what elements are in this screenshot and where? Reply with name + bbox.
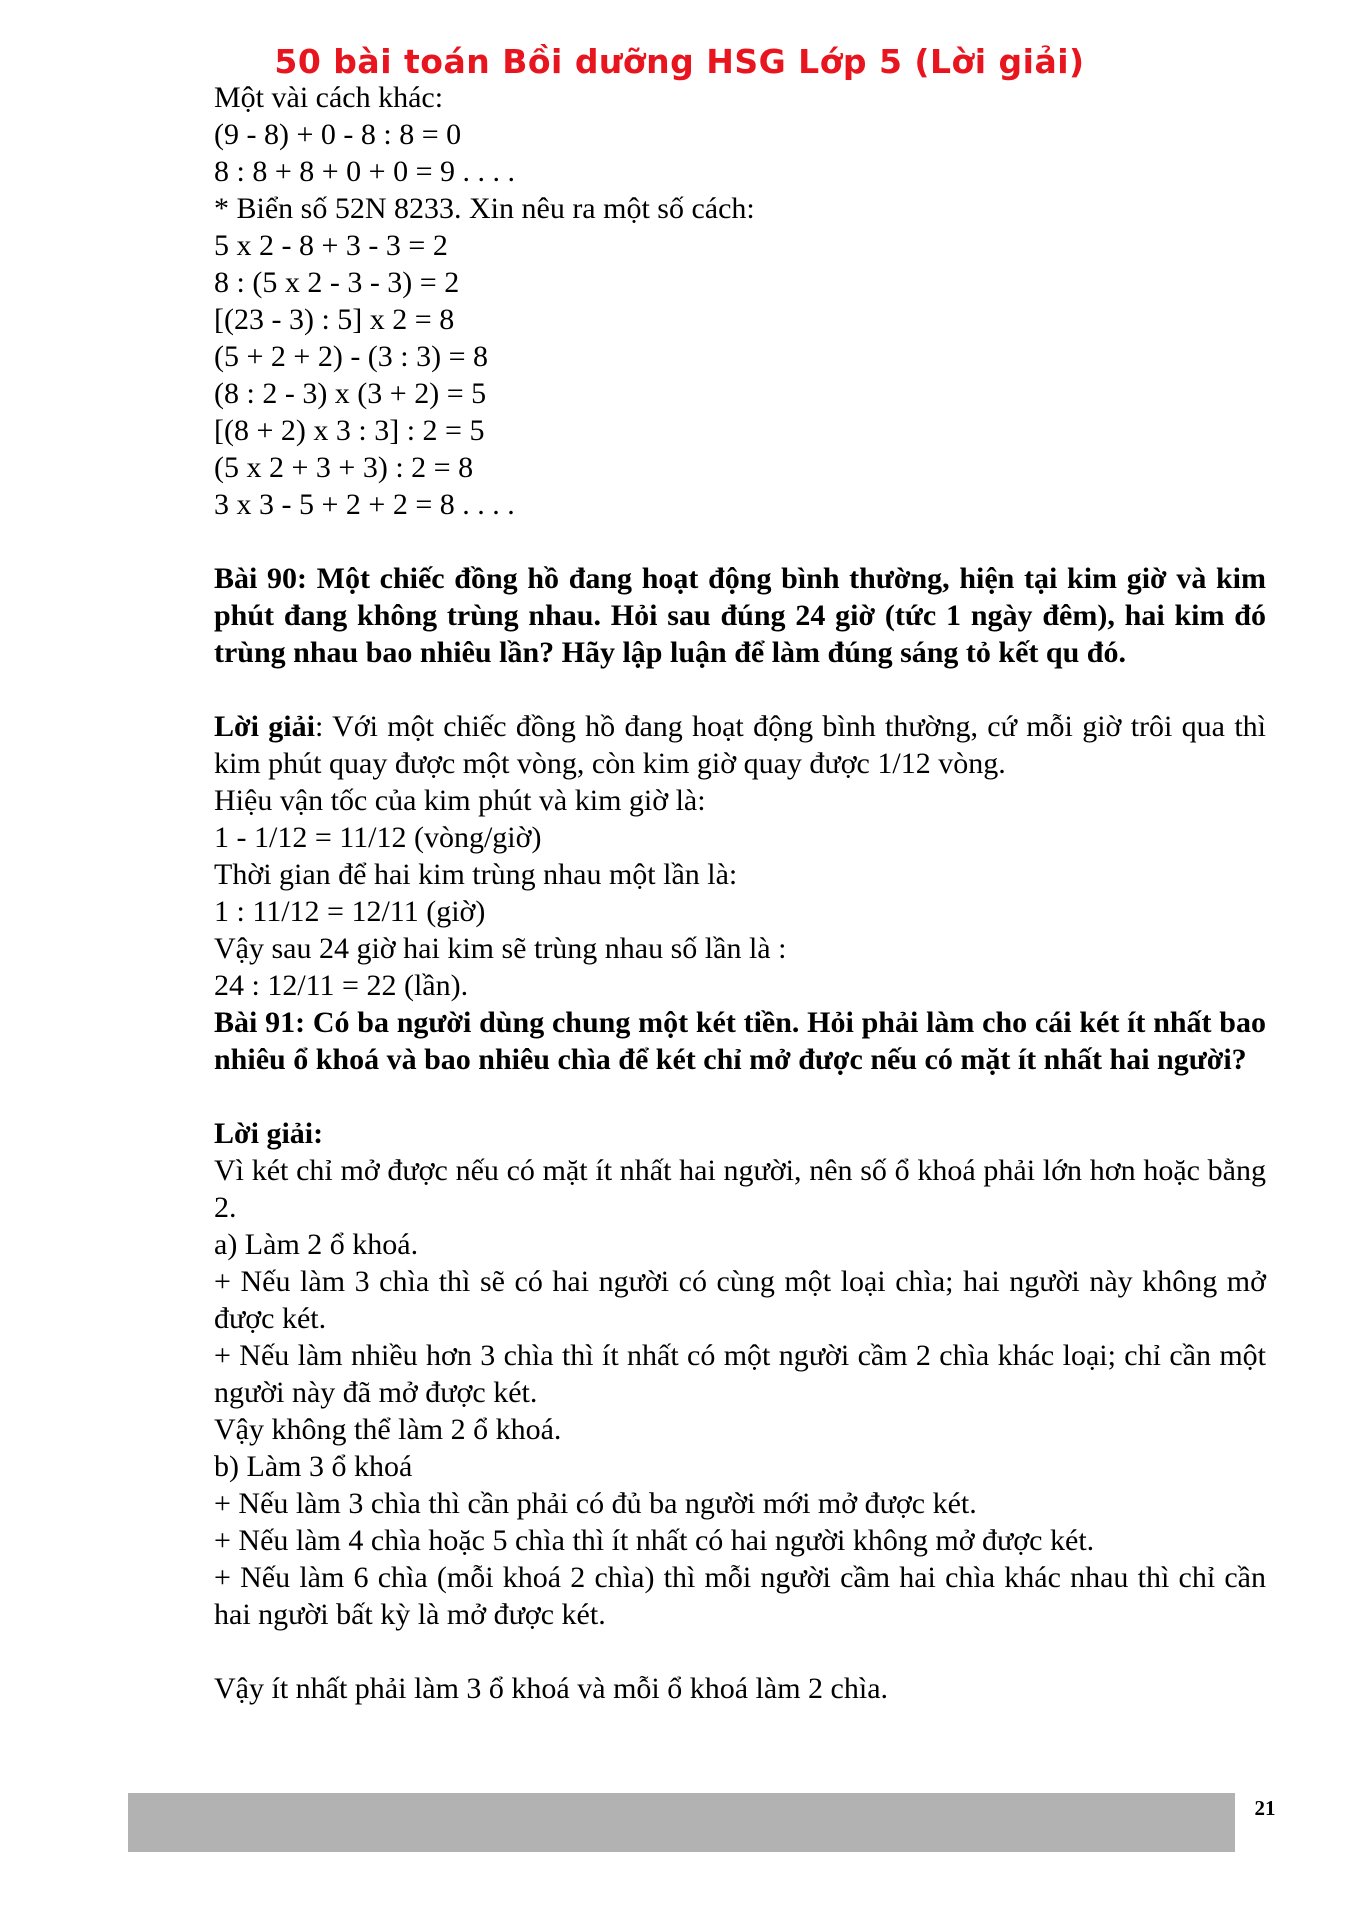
equation-line: (8 : 2 - 3) x (3 + 2) = 5 (214, 377, 487, 410)
text-line: + Nếu làm 3 chìa thì cần phải có đủ ba người mới mở được két. (214, 1487, 977, 1520)
document-body (214, 79, 1266, 1707)
text-line: Một vài cách khác: (214, 81, 444, 114)
text-paragraph: + Nếu làm 6 chìa (mỗi khoá 2 chìa) thì mỗi người cầm hai chìa khác nhau thì chỉ cần hai người bất kỳ là mở được két. (214, 1561, 1266, 1631)
text-paragraph: + Nếu làm nhiều hơn 3 chìa thì ít nhất có một người cầm 2 chìa khác loại; chỉ cần một người này đã mở được két. (214, 1339, 1266, 1409)
text-line: * Biển số 52N 8233. Xin nêu ra một số cách: (214, 192, 755, 225)
text-paragraph: Vì két chỉ mở được nếu có mặt ít nhất hai người, nên số ổ khoá phải lớn hơn hoặc bằng 2. (214, 1154, 1266, 1224)
text-line: Vậy ít nhất phải làm 3 ổ khoá và mỗi ổ khoá làm 2 chìa. (214, 1672, 889, 1705)
equation-line: 8 : (5 x 2 - 3 - 3) = 2 (214, 266, 460, 299)
equation-line: 8 : 8 + 8 + 0 + 0 = 9 . . . . (214, 155, 516, 188)
equation-line: 1 - 1/12 = 11/12 (vòng/giờ) (214, 821, 542, 854)
solution-label: Lời giải (214, 710, 315, 743)
equation-line: 1 : 11/12 = 12/11 (giờ) (214, 895, 486, 928)
text-line: a) Làm 2 ổ khoá. (214, 1228, 419, 1261)
problem-90-question: Bài 90: Một chiếc đồng hồ đang hoạt động bình thường, hiện tại kim giờ và kim phút đang không trùng nhau. Hỏi sau đúng 24 giờ (tức 1 ngày đêm), hai kim đó trùng nhau bao nhiêu lần? Hãy lập luận để làm đúng sáng tỏ kết qu đó. (214, 562, 1266, 669)
text-line: Hiệu vận tốc của kim phút và kim giờ là: (214, 784, 706, 817)
solution-text: : Với một chiếc đồng hồ đang hoạt động bình thường, cứ mỗi giờ trôi qua thì kim phút quay được một vòng, còn kim giờ quay được 1/12 vòng. (214, 710, 1266, 780)
equation-line: [(23 - 3) : 5] x 2 = 8 (214, 303, 455, 336)
text-line: + Nếu làm 4 chìa hoặc 5 chìa thì ít nhất có hai người không mở được két. (214, 1524, 1095, 1557)
equation-line: [(8 + 2) x 3 : 3] : 2 = 5 (214, 414, 485, 447)
text-line: Vậy không thể làm 2 ổ khoá. (214, 1413, 562, 1446)
page-number: 21 (1254, 1796, 1276, 1820)
equation-line: 24 : 12/11 = 22 (lần). (214, 969, 469, 1002)
page-header-title: 50 bài toán Bồi dưỡng HSG Lớp 5 (Lời giải) (274, 42, 1085, 81)
equation-line: (9 - 8) + 0 - 8 : 8 = 0 (214, 118, 462, 151)
equation-line: 5 x 2 - 8 + 3 - 3 = 2 (214, 229, 448, 262)
problem-91-question: Bài 91: Có ba người dùng chung một két tiền. Hỏi phải làm cho cái két ít nhất bao nhiêu ổ khoá và bao nhiêu chìa để két chỉ mở được nếu có mặt ít nhất hai người? (214, 1006, 1266, 1076)
equation-line: 3 x 3 - 5 + 2 + 2 = 8 . . . . (214, 488, 515, 521)
solution-label: Lời giải: (214, 1117, 324, 1150)
equation-line: (5 + 2 + 2) - (3 : 3) = 8 (214, 340, 489, 373)
footer-bar (128, 1793, 1235, 1852)
problem-90-solution (214, 708, 1266, 782)
text-paragraph: + Nếu làm 3 chìa thì sẽ có hai người có cùng một loại chìa; hai người này không mở được két. (214, 1265, 1266, 1335)
text-line: Thời gian để hai kim trùng nhau một lần là: (214, 858, 738, 891)
text-line: b) Làm 3 ổ khoá (214, 1450, 413, 1483)
equation-line: (5 x 2 + 3 + 3) : 2 = 8 (214, 451, 474, 484)
text-line: Vậy sau 24 giờ hai kim sẽ trùng nhau số lần là : (214, 932, 787, 965)
